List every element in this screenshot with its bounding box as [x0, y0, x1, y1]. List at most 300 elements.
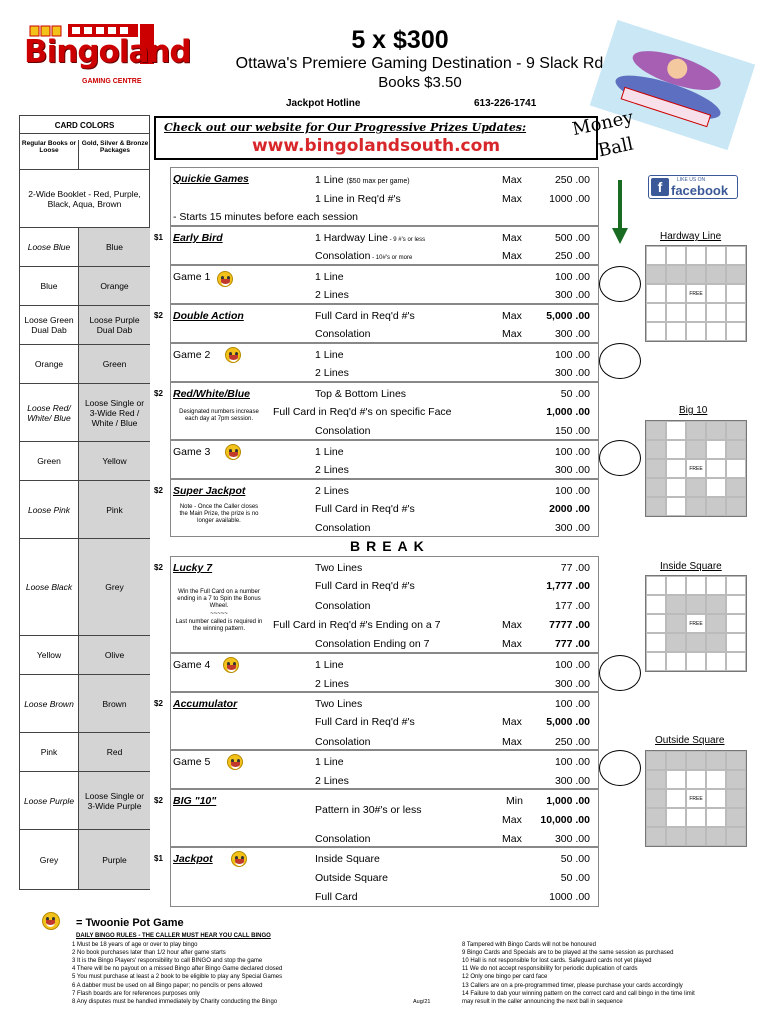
- pattern-cell: [646, 265, 666, 284]
- pattern-cell: [666, 827, 686, 846]
- max-label: Max: [502, 310, 522, 322]
- twoonie-smiley-icon: [227, 754, 243, 770]
- pattern-cell: [646, 497, 666, 516]
- pattern-title-outside: Outside Square: [655, 735, 725, 746]
- pattern-cell: [646, 614, 666, 633]
- game-note: Last number called is required in the winning pattern.: [175, 619, 263, 632]
- hotline-number: 613-226-1741: [474, 98, 537, 109]
- pattern-cell: [686, 770, 706, 789]
- card-colors-header: [19, 115, 150, 170]
- card-color-package: Orange: [78, 267, 150, 305]
- pattern-cell: [706, 459, 726, 478]
- pattern-cell: [706, 440, 726, 459]
- pattern-cell: [646, 789, 666, 808]
- game-line: Full Card in Req'd #'s: [315, 310, 415, 322]
- pattern-cell: [646, 478, 666, 497]
- card-color-row: [19, 306, 150, 345]
- pattern-cell: [646, 808, 666, 827]
- pattern-cell: [646, 576, 666, 595]
- prize-amount: 300 .00: [554, 678, 590, 690]
- tagline: Ottawa's Premiere Gaming Destination - 9 Slack Rd: [235, 55, 604, 72]
- game-1: [170, 265, 599, 304]
- prize-amount: 5,000 .00: [546, 716, 590, 728]
- prize-amount: 1,000 .00: [546, 795, 590, 807]
- card-color-package: Olive: [78, 636, 150, 674]
- pattern-cell: [706, 284, 726, 303]
- rule-item: 8 Tampered with Bingo Cards will not be honoured: [462, 942, 596, 948]
- game-super-jackpot: [170, 479, 599, 537]
- pattern-cell: [726, 478, 746, 497]
- card-color-loose: Yellow: [36, 650, 62, 660]
- game-name: Game 5: [173, 756, 211, 768]
- pattern-cell: [666, 303, 686, 322]
- prize-amount: 177 .00: [554, 600, 590, 612]
- game-line: 1 Line: [315, 446, 344, 458]
- game-price: $1: [154, 854, 163, 863]
- pattern-cell: [666, 576, 686, 595]
- pattern-cell: [646, 246, 666, 265]
- card-color-package: Yellow: [78, 442, 150, 480]
- pattern-cell: [686, 827, 706, 846]
- game-line: 2 Lines: [315, 775, 349, 787]
- money-ball-circle: [599, 655, 641, 691]
- game-early-bird: [170, 226, 599, 265]
- pattern-cell: [666, 633, 686, 652]
- twoonie-smiley-icon: [42, 912, 60, 930]
- pattern-cell: [706, 265, 726, 284]
- money-ball-circle: [599, 440, 641, 476]
- game-line: Consolation: [315, 522, 371, 534]
- card-color-package: Grey: [78, 539, 150, 635]
- pattern-cell: [686, 751, 706, 770]
- game-line: Full Card in Req'd #'s: [315, 580, 415, 592]
- pattern-cell: [646, 421, 666, 440]
- card-color-package: Red: [78, 733, 150, 771]
- pattern-cell: [726, 751, 746, 770]
- card-color-package: Loose Purple Dual Dab: [78, 306, 150, 344]
- card-color-loose: Loose Purple: [23, 795, 75, 806]
- prize-amount: 250 .00: [554, 736, 590, 748]
- card-color-row: [19, 267, 150, 306]
- card-color-loose: Blue: [40, 281, 58, 291]
- pattern-cell: [666, 751, 686, 770]
- prize-amount: 300 .00: [554, 464, 590, 476]
- rule-item: may result in the caller announcing the next ball in sequence: [462, 998, 623, 1005]
- game-lucky-7: [170, 556, 599, 653]
- game-name: Jackpot: [173, 853, 213, 865]
- prize-amount: 100 .00: [554, 446, 590, 458]
- max-label: Max: [502, 716, 522, 728]
- game-line: 1 Line: [315, 756, 344, 768]
- game-big-10: [170, 789, 599, 847]
- rule-item: 8 Any disputes must be handled immediately by Charity conducting the Bingo: [72, 998, 278, 1005]
- game-line: Two Lines: [315, 698, 363, 710]
- game-note: Note - Once the Caller closes the Main Prize, the prize is no longer available.: [179, 504, 259, 524]
- game-line: Full Card in Req'd #'s Ending on a 7: [273, 619, 441, 631]
- game-line: Consolation: [315, 736, 371, 748]
- game-name: BIG "10": [173, 795, 217, 807]
- card-color-row: [19, 733, 150, 772]
- pattern-cell: [726, 770, 746, 789]
- card-color-package: Blue: [78, 228, 150, 266]
- card-colors-col1: Regular Books or Loose: [21, 140, 77, 154]
- card-color-package: Pink: [78, 481, 150, 538]
- pattern-cell: [646, 459, 666, 478]
- website-banner: [154, 116, 598, 160]
- pattern-cell: [666, 265, 686, 284]
- pattern-cell: [706, 421, 726, 440]
- game-price: $2: [154, 796, 163, 805]
- game-name: Game 3: [173, 446, 211, 458]
- rule-item: 12 Only one bingo per card face: [462, 974, 548, 981]
- prize-amount: 10,000 .00: [540, 814, 590, 826]
- game-name: Double Action: [173, 310, 244, 322]
- rule-item: 2 No book purchases later than 1/2 hour after game starts: [72, 950, 226, 957]
- website-url[interactable]: www.bingolandsouth.com: [251, 136, 501, 156]
- pattern-cell: [726, 808, 746, 827]
- prize-amount: 500 .00: [554, 232, 590, 244]
- pattern-cell: [666, 246, 686, 265]
- headline: 5 x $300: [351, 26, 449, 54]
- game-price: $2: [154, 699, 163, 708]
- prize-amount: 300 .00: [554, 328, 590, 340]
- pattern-cell: [726, 633, 746, 652]
- pattern-cell: [686, 265, 706, 284]
- rule-item: 14 Failure to dab your winning pattern on the correct card and call bingo in the time limit: [462, 990, 695, 997]
- card-color-row: [19, 539, 150, 636]
- pattern-cell: [706, 614, 726, 633]
- prize-amount: 100 .00: [554, 698, 590, 710]
- prize-amount: 250 .00: [554, 174, 590, 186]
- facebook-badge[interactable]: [648, 175, 738, 199]
- pattern-cell: [686, 652, 706, 671]
- pattern-cell: [726, 827, 746, 846]
- game-3: [170, 440, 599, 479]
- game-line: 2 Lines: [315, 289, 349, 301]
- pattern-cell: [706, 808, 726, 827]
- pattern-cell: [646, 770, 666, 789]
- card-color-package: Brown: [78, 675, 150, 732]
- card-color-row: [19, 636, 150, 675]
- rule-item: 13 Callers are on a pre-programmed timer, please purchase your cards accordingly: [462, 982, 683, 989]
- game-accumulator: [170, 692, 599, 750]
- game-line: Consolation: [315, 425, 371, 437]
- card-color-loose: Loose Green Dual Dab: [24, 315, 74, 335]
- rule-item: 6 A dabber must be used on all Bingo paper; no pencils or pens allowed: [72, 982, 263, 989]
- rules-title: DAILY BINGO RULES - THE CALLER MUST HEAR YOU CALL BINGO: [76, 933, 271, 939]
- facebook-icon: f: [651, 178, 669, 196]
- twoonie-legend: = Twoonie Pot Game: [76, 917, 184, 929]
- game-line: [315, 232, 425, 244]
- pattern-cell: [726, 576, 746, 595]
- pattern-cell: [686, 497, 706, 516]
- prize-amount: 300 .00: [554, 367, 590, 379]
- pattern-cell: [726, 497, 746, 516]
- pattern-title-hardway: Hardway Line: [660, 231, 722, 242]
- rule-item: 1 Must be 18 years of age or over to play bingo: [72, 942, 198, 948]
- game-line: 2 Lines: [315, 367, 349, 379]
- card-colors-col2: Gold, Silver & Bronze Packages: [78, 140, 151, 170]
- game-name: Game 2: [173, 349, 211, 361]
- prize-amount: 1,000 .00: [546, 406, 590, 418]
- card-color-loose: Orange: [34, 359, 64, 369]
- pattern-cell: [666, 440, 686, 459]
- pattern-cell: [686, 421, 706, 440]
- card-color-loose: Pink: [40, 747, 58, 757]
- line-label: Consolation: [315, 250, 371, 262]
- card-color-loose: Loose Black: [25, 582, 73, 592]
- card-color-loose: Loose Blue: [27, 242, 71, 252]
- prize-amount: 50 .00: [560, 872, 590, 884]
- money-ball-circle: [599, 750, 641, 786]
- max-label: Max: [502, 193, 522, 205]
- pattern-cell: [666, 595, 686, 614]
- twoonie-smiley-icon: [225, 347, 241, 363]
- prize-amount: 100 .00: [554, 349, 590, 361]
- prize-amount: 100 .00: [554, 485, 590, 497]
- money-ball-word-2: Ball: [596, 133, 636, 162]
- pattern-cell: [666, 459, 686, 478]
- game-line: Inside Square: [315, 853, 380, 865]
- pattern-cell: [666, 808, 686, 827]
- pattern-cell: [666, 770, 686, 789]
- card-color-row: [19, 442, 150, 481]
- twoonie-smiley-icon: [217, 271, 233, 287]
- pattern-cell: [666, 614, 686, 633]
- books-price: Books $3.50: [378, 74, 462, 91]
- max-label: Max: [502, 250, 522, 262]
- prize-amount: 50 .00: [560, 853, 590, 865]
- game-price: $2: [154, 311, 163, 320]
- pattern-cell: [686, 633, 706, 652]
- line-note: ($50 max per game): [346, 178, 410, 185]
- pattern-cell: [666, 322, 686, 341]
- card-color-loose: Loose Brown: [24, 698, 74, 709]
- money-ball-circle: [599, 266, 641, 302]
- pattern-cell: [706, 827, 726, 846]
- prize-amount: 250 .00: [554, 250, 590, 262]
- game-name: Early Bird: [173, 232, 223, 244]
- rule-item: 5 You must purchase at least a 2 book to be eligible to play any Special Games: [72, 974, 283, 981]
- pattern-cell: [666, 478, 686, 497]
- prize-amount: 77 .00: [560, 562, 590, 574]
- pattern-cell: [686, 478, 706, 497]
- game-line: Top & Bottom Lines: [315, 388, 407, 400]
- min-label: Min: [506, 795, 523, 807]
- prize-amount: 100 .00: [554, 271, 590, 283]
- game-price: $2: [154, 486, 163, 495]
- pattern-cell: [706, 576, 726, 595]
- website-promo: Check out our website for Our Progressive Prizes Updates:: [164, 121, 527, 134]
- game-name: Lucky 7: [173, 562, 213, 574]
- prize-amount: 50 .00: [560, 388, 590, 400]
- pattern-grid-inside: [645, 575, 747, 672]
- pattern-cell: [646, 652, 666, 671]
- game-note: - Starts 15 minutes before each session: [173, 211, 359, 223]
- max-label: Max: [502, 638, 522, 650]
- pattern-cell: [686, 440, 706, 459]
- game-jackpot: [170, 847, 599, 907]
- card-color-loose: Loose Pink: [27, 504, 71, 515]
- max-label: Max: [502, 328, 522, 340]
- pattern-cell: [726, 440, 746, 459]
- pattern-grid-outside: [645, 750, 747, 847]
- pattern-cell: [706, 595, 726, 614]
- game-5: [170, 750, 599, 789]
- pattern-cell: [646, 440, 666, 459]
- card-color-package: Purple: [78, 830, 150, 889]
- game-note: Win the Full Card on a number ending in a 7 to Spin the Bonus Wheel.: [177, 589, 261, 609]
- logo-subtitle: GAMING CENTRE: [82, 78, 142, 85]
- rule-item: 11 We do not accept responsibility for periodic duplication of cards: [462, 966, 638, 973]
- prize-amount: 2000 .00: [549, 503, 590, 515]
- max-label: Max: [502, 736, 522, 748]
- pattern-cell: [726, 322, 746, 341]
- card-color-package: Green: [78, 345, 150, 383]
- game-line: 1 Line: [315, 659, 344, 671]
- game-name: Super Jackpot: [173, 485, 246, 497]
- card-color-loose: Green: [37, 456, 61, 466]
- free-space: FREE: [686, 284, 706, 303]
- max-label: Max: [502, 174, 522, 186]
- prize-amount: 777 .00: [554, 638, 590, 650]
- pattern-cell: [706, 303, 726, 322]
- prize-amount: 1000 .00: [549, 193, 590, 205]
- card-color-package: Loose Single or 3-Wide Purple: [78, 772, 150, 829]
- pattern-cell: [666, 652, 686, 671]
- pattern-cell: [726, 265, 746, 284]
- game-line: 1 Line: [315, 349, 344, 361]
- game-quickie: [170, 167, 599, 226]
- game-price: $1: [154, 233, 163, 242]
- line-label: 1 Line: [315, 174, 344, 186]
- game-line: Pattern in 30#'s or less: [315, 804, 422, 816]
- card-color-full: 2-Wide Booklet - Red, Purple, Black, Aqua, Brown: [28, 188, 141, 209]
- game-red-white-blue: [170, 382, 599, 440]
- card-color-row: [19, 772, 150, 830]
- game-line: Full Card in Req'd #'s: [315, 503, 415, 515]
- down-arrow-icon: [612, 180, 628, 244]
- game-line: 1 Line in Req'd #'s: [315, 193, 401, 205]
- money-ball-word-1: Money: [570, 106, 636, 141]
- card-color-package: Loose Single or 3-Wide Red / White / Blue: [78, 384, 150, 441]
- game-double-action: [170, 304, 599, 343]
- pattern-cell: [726, 789, 746, 808]
- free-space: FREE: [686, 789, 706, 808]
- rule-item: 7 Flash boards are for references purposes only: [72, 990, 200, 997]
- game-4: [170, 653, 599, 692]
- hotline-label: Jackpot Hotline: [286, 98, 361, 109]
- facebook-wordmark: facebook: [671, 183, 729, 198]
- prize-amount: 150 .00: [554, 425, 590, 437]
- pattern-cell: [726, 421, 746, 440]
- pattern-cell: [686, 322, 706, 341]
- prize-amount: 1,777 .00: [546, 580, 590, 592]
- pattern-cell: [706, 789, 726, 808]
- money-ball-circle: [599, 343, 641, 379]
- pattern-title-inside: Inside Square: [660, 561, 722, 572]
- pattern-cell: [666, 789, 686, 808]
- revision-date: Aug/21: [413, 999, 431, 1005]
- pattern-cell: [706, 497, 726, 516]
- pattern-cell: [706, 633, 726, 652]
- game-line: [315, 174, 410, 186]
- rule-item: 4 There will be no payout on a missed Bingo after Bingo Game declared closed: [72, 966, 283, 973]
- pattern-cell: [726, 614, 746, 633]
- card-color-row: [19, 228, 150, 267]
- pattern-cell: [686, 595, 706, 614]
- pattern-cell: [646, 827, 666, 846]
- pattern-cell: [646, 284, 666, 303]
- game-line: Consolation: [315, 328, 371, 340]
- game-2: [170, 343, 599, 382]
- pattern-cell: [686, 246, 706, 265]
- pattern-grid-hardway: [645, 245, 747, 342]
- card-color-row: [19, 170, 150, 228]
- pattern-cell: [726, 595, 746, 614]
- pattern-cell: [706, 246, 726, 265]
- pattern-cell: [646, 751, 666, 770]
- prize-amount: 300 .00: [554, 522, 590, 534]
- game-line: Full Card: [315, 891, 358, 903]
- game-note: Designated numbers increase each day at 7pm session.: [179, 409, 259, 422]
- pattern-cell: [646, 595, 666, 614]
- prize-amount: 1000 .00: [549, 891, 590, 903]
- prize-amount: 100 .00: [554, 659, 590, 671]
- game-line: Outside Square: [315, 872, 388, 884]
- twoonie-smiley-icon: [225, 444, 241, 460]
- line-label: 1 Hardway Line: [315, 232, 388, 244]
- free-space: FREE: [686, 614, 706, 633]
- pattern-cell: [706, 751, 726, 770]
- pattern-cell: [686, 303, 706, 322]
- pattern-cell: [646, 303, 666, 322]
- game-line: Full Card in Req'd #'s: [315, 716, 415, 728]
- game-line: Consolation: [315, 833, 371, 845]
- max-label: Max: [502, 833, 522, 845]
- card-color-row: [19, 345, 150, 384]
- rule-item: 9 Bingo Cards and Specials are to be played at the same session as purchased: [462, 950, 674, 957]
- pattern-cell: [706, 770, 726, 789]
- pattern-title-big10: Big 10: [679, 405, 708, 416]
- twoonie-smiley-icon: [223, 657, 239, 673]
- card-color-loose: Grey: [39, 854, 59, 865]
- pattern-cell: [726, 652, 746, 671]
- pattern-cell: [706, 322, 726, 341]
- free-space: FREE: [686, 459, 706, 478]
- prize-amount: 5,000 .00: [546, 310, 590, 322]
- game-price: $2: [154, 389, 163, 398]
- pattern-cell: [666, 284, 686, 303]
- max-label: Max: [502, 619, 522, 631]
- note-separator: ~~~~~: [210, 611, 228, 617]
- prize-amount: 300 .00: [554, 833, 590, 845]
- game-name: Game 1: [173, 271, 211, 283]
- pattern-cell: [726, 459, 746, 478]
- pattern-grid-big10: [645, 420, 747, 517]
- rule-item: 3 It is the Bingo Players' responsibility to call BINGO and stop the game: [72, 958, 263, 965]
- game-line: 1 Line: [315, 271, 344, 283]
- max-label: Max: [502, 814, 522, 826]
- card-color-row: [19, 830, 150, 890]
- game-name: Quickie Games: [173, 173, 249, 185]
- pattern-cell: [706, 478, 726, 497]
- card-color-row: [19, 675, 150, 733]
- game-line: Consolation: [315, 600, 371, 612]
- game-name: Accumulator: [173, 698, 238, 710]
- game-line: 2 Lines: [315, 464, 349, 476]
- line-note: - 10#'s or more: [370, 255, 413, 261]
